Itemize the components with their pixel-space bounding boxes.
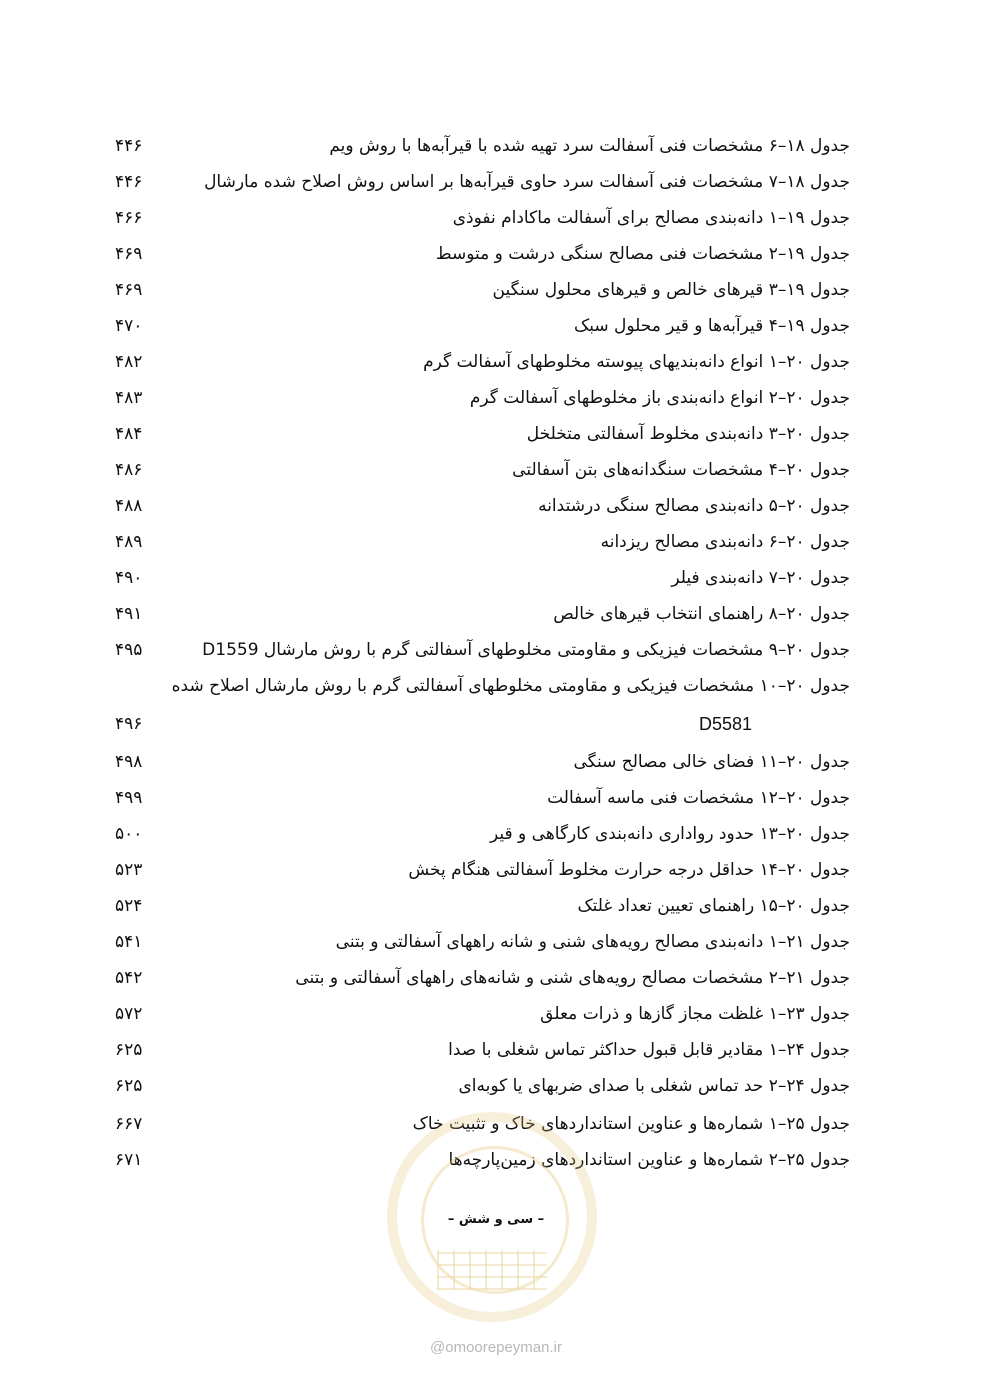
toc-entry[interactable] [0,200,992,236]
entry-title: جدول ۲۰–۱۴ حداقل درجه حرارت مخلوط آسفالتی هنگام پخش [408,860,850,880]
entry-title: جدول ۱۸–۶ مشخصات فنی آسفالت سرد تهیه شده با قیرآبه‌ها با روش ویم [329,136,850,156]
entry-title: جدول ۲۰–۸ راهنمای انتخاب قیرهای خالص [553,604,850,624]
entry-title: جدول ۲۰–۲ انواع دانه‌بندی باز مخلوطهای آسفالت گرم [469,388,850,408]
entry-page-number: ۴۸۳ [115,388,143,408]
toc-entry[interactable] [0,668,992,704]
entry-page-number: ۵۷۲ [115,1004,143,1024]
toc-entry[interactable] [0,272,992,308]
entry-page-number: ۵۴۲ [115,968,143,988]
entry-page-number: ۶۲۵ [115,1040,143,1060]
entry-title: جدول ۲۰–۹ مشخصات فیزیکی و مقاومتی مخلوطهای آسفالتی گرم با روش مارشال D1559 [202,640,850,660]
entry-page-number: ۴۹۱ [115,604,143,624]
toc-entry[interactable] [0,128,992,164]
entry-title: جدول ۲۰–۵ دانه‌بندی مصالح سنگی درشتدانه [538,496,850,516]
entry-title: جدول ۲۰–۱۲ مشخصات فنی ماسه آسفالت [547,788,850,808]
toc-entry[interactable] [0,744,992,780]
entry-title: جدول ۲۰–۱۳ حدود رواداری دانه‌بندی کارگاهی و قیر [490,824,850,844]
entry-page-number: ۴۸۶ [115,460,143,480]
entry-page-number: ۶۲۵ [115,1076,143,1096]
entry-page-number: ۵۲۴ [115,896,143,916]
entry-title: جدول ۲۰–۳ دانه‌بندی مخلوط آسفالتی متخلخل [526,424,850,444]
entry-page-number: ۵۴۱ [115,932,143,952]
toc-entry[interactable] [0,452,992,488]
entry-title: جدول ۲۴–۱ مقادیر قابل قبول حداکثر تماس شغلی با صدا [448,1040,850,1060]
toc-entry[interactable] [0,780,992,816]
entry-page-number: ۵۲۳ [115,860,143,880]
toc-entry[interactable] [0,236,992,272]
entry-title: جدول ۱۹–۴ قیرآبه‌ها و قیر محلول سبک [574,316,850,336]
toc-entry[interactable] [0,888,992,924]
toc-entry[interactable] [0,560,992,596]
entry-page-number: ۴۹۸ [115,752,143,772]
entry-title: جدول ۲۰–۴ مشخصات سنگدانه‌های بتن آسفالتی [512,460,850,480]
entry-page-number: ۴۹۹ [115,788,143,808]
entry-page-number: ۴۴۶ [115,136,143,156]
toc-entry[interactable] [0,308,992,344]
entry-page-number: ۴۶۹ [115,244,143,264]
toc-entry[interactable] [0,852,992,888]
toc-entry[interactable] [0,816,992,852]
toc-entry-continuation[interactable] [0,706,992,742]
page-number-footer: – سی و شش – [447,1212,545,1227]
entry-page-number: ۴۸۹ [115,532,143,552]
entry-page-number: ۴۹۵ [115,640,143,660]
toc-entry[interactable] [0,344,992,380]
toc-entry[interactable] [0,524,992,560]
entry-title: جدول ۲۱–۲ مشخصات مصالح رویه‌های شنی و شانه‌های راههای آسفالتی و بتنی [295,968,850,988]
entry-page-number: ۴۶۶ [115,208,143,228]
entry-page-number: ۶۶۷ [115,1114,143,1134]
toc-entry[interactable] [0,1068,992,1104]
entry-title: جدول ۱۸–۷ مشخصات فنی آسفالت سرد حاوی قیرآبه‌ها بر اساس روش اصلاح شده مارشال [204,172,850,192]
toc-entry[interactable] [0,924,992,960]
toc-entry[interactable] [0,380,992,416]
entry-title: جدول ۲۳–۱ غلظت مجاز گازها و ذرات معلق [540,1004,850,1024]
entry-title: جدول ۲۵–۲ شماره‌ها و عناوین استانداردهای زمین‌پارچه‌ها [448,1150,850,1170]
entry-title: جدول ۲۵–۱ شماره‌ها و عناوین استانداردهای خاک و تثبیت خاک [412,1114,850,1134]
entry-page-number: ۴۸۲ [115,352,143,372]
entry-page-number: ۴۴۶ [115,172,143,192]
entry-title: جدول ۲۰–۱ انواع دانه‌بندیهای پیوسته مخلوطهای آسفالت گرم [423,352,850,372]
entry-title: جدول ۲۱–۱ دانه‌بندی مصالح رویه‌های شنی و شانه راههای آسفالتی و بتنی [335,932,850,952]
entry-title: جدول ۲۰–۶ دانه‌بندی مصالح ریزدانه [600,532,850,552]
entry-page-number: ۶۷۱ [115,1150,143,1170]
entry-title: جدول ۲۴–۲ حد تماس شغلی با صدای ضربهای یا کوبه‌ای [458,1076,850,1096]
entry-title: جدول ۲۰–۱۰ مشخصات فیزیکی و مقاومتی مخلوطهای آسفالتی گرم با روش مارشال اصلاح شده [171,676,850,696]
entry-title-continuation: D5581 [698,714,752,734]
toc-entry[interactable] [0,996,992,1032]
entry-page-number: ۴۸۴ [115,424,143,444]
toc-entry[interactable] [0,1032,992,1068]
entry-title: جدول ۲۰–۱۵ راهنمای تعیین تعداد غلتک [577,896,850,916]
entry-page-number: ۴۶۹ [115,280,143,300]
toc-entry[interactable] [0,488,992,524]
entry-title: جدول ۱۹–۱ دانه‌بندی مصالح برای آسفالت ماکادام نفوذی [452,208,850,228]
entry-page-number: ۴۹۶ [115,714,143,734]
toc-entry[interactable] [0,416,992,452]
entry-page-number: ۴۹۰ [115,568,143,588]
website-watermark: @omoorepeyman.ir [430,1339,562,1356]
entry-title: جدول ۲۰–۷ دانه‌بندی فیلر [671,568,850,588]
entry-page-number: ۵۰۰ [115,824,143,844]
entry-title: جدول ۱۹–۲ مشخصات فنی مصالح سنگی درشت و متوسط [435,244,850,264]
entry-page-number: ۴۸۸ [115,496,143,516]
toc-entry[interactable] [0,164,992,200]
entry-title: جدول ۲۰–۱۱ فضای خالی مصالح سنگی [573,752,850,772]
toc-entry[interactable] [0,960,992,996]
toc-entry[interactable] [0,632,992,668]
stamp-grid-pattern [437,1250,547,1290]
entry-page-number: ۴۷۰ [115,316,143,336]
entry-title: جدول ۱۹–۳ قیرهای خالص و قیرهای محلول سنگین [492,280,850,300]
toc-entry[interactable] [0,596,992,632]
